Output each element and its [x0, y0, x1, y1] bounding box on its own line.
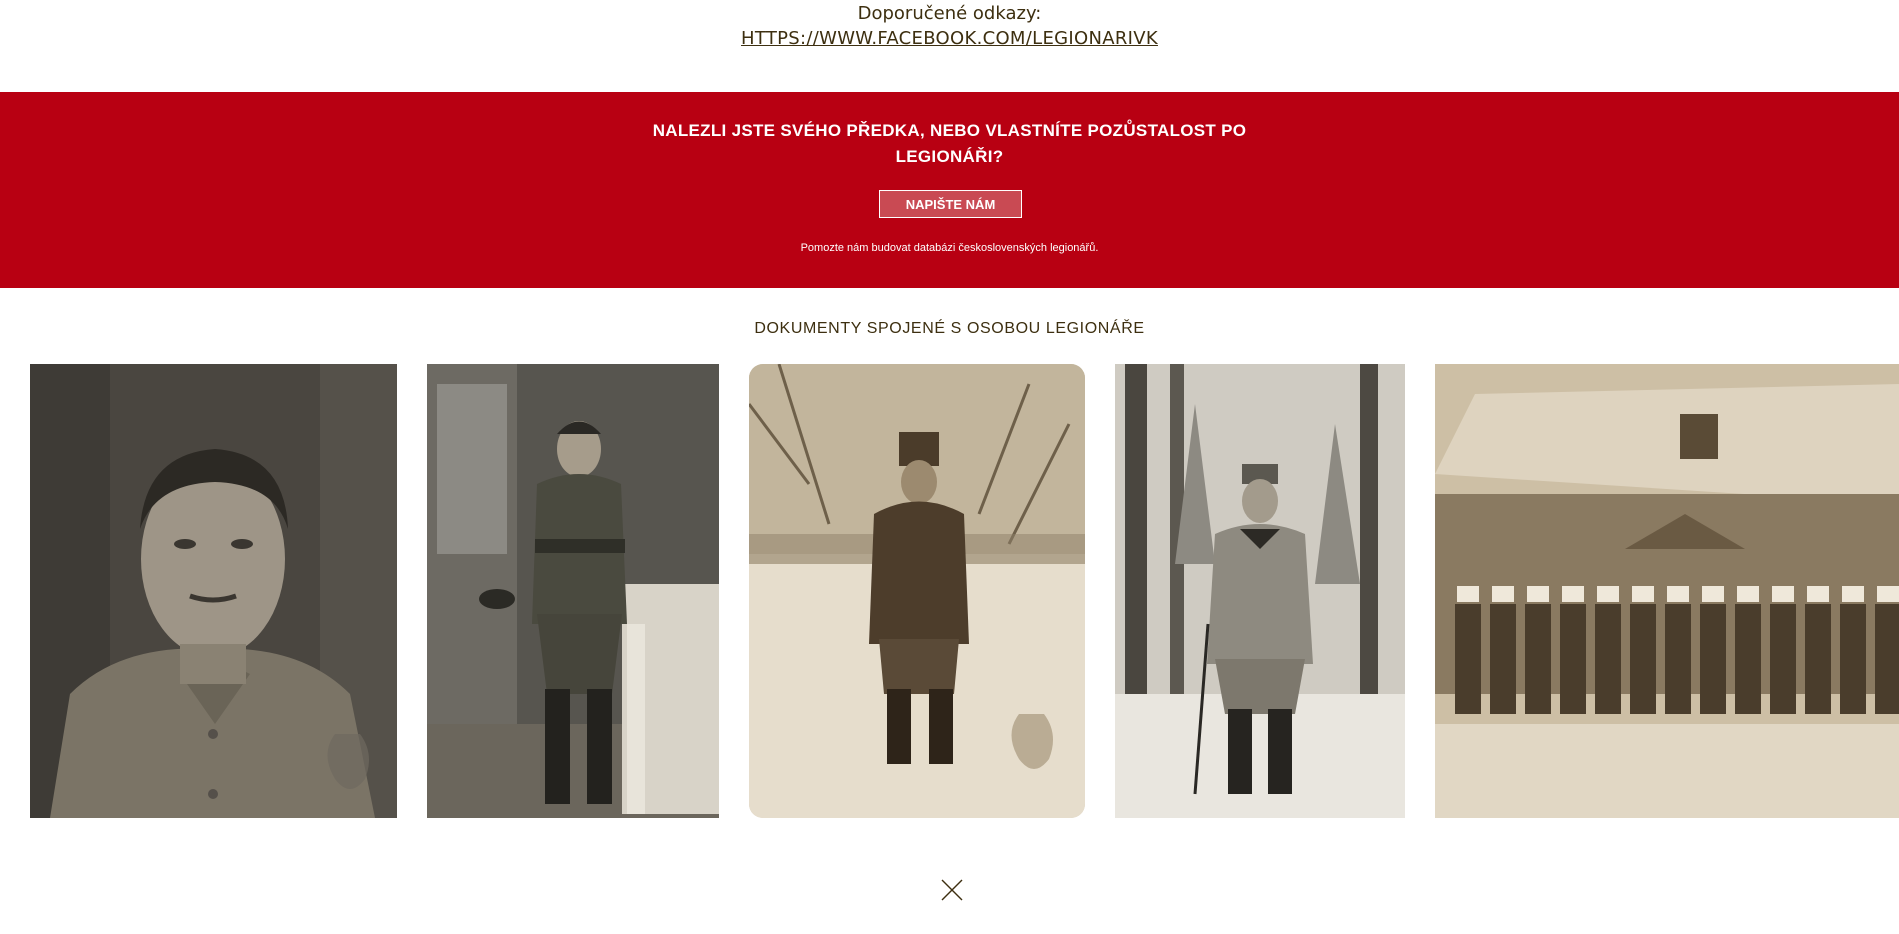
contact-banner — [0, 92, 1899, 288]
document-photo-standing-soldier[interactable] — [427, 364, 719, 818]
close-icon[interactable] — [938, 876, 966, 904]
banner-title — [0, 118, 1899, 170]
photo-portrait-image — [30, 364, 397, 818]
document-photo-soldier-in-snow[interactable] — [749, 364, 1085, 818]
documents-heading: DOKUMENTY SPOJENÉ S OSOBOU LEGIONÁŘE — [754, 320, 1145, 337]
document-photo-group[interactable] — [1435, 364, 1899, 818]
banner-note: Pomozte nám budovat databázi československých legionářů. — [800, 242, 1099, 254]
photo-soldier-in-forest-image — [1115, 364, 1405, 818]
document-photo-portrait[interactable] — [30, 364, 397, 818]
facebook-link[interactable]: HTTPS://WWW.FACEBOOK.COM/LEGIONARIVK — [741, 28, 1158, 49]
photo-soldier-in-snow-image — [749, 364, 1085, 818]
photo-standing-soldier-image — [427, 364, 719, 818]
banner-title-line1: NALEZLI JSTE SVÉHO PŘEDKA, NEBO VLASTNÍTE POZŮSTALOST PO — [652, 121, 1247, 140]
write-us-button[interactable]: NAPIŠTE NÁM — [879, 190, 1022, 218]
recommended-links-title: Doporučené odkazy: — [857, 3, 1042, 24]
banner-title-line2: LEGIONÁŘI? — [895, 147, 1004, 166]
document-photo-soldier-in-forest[interactable] — [1115, 364, 1405, 818]
photo-group-image — [1435, 364, 1899, 818]
recommended-links — [0, 0, 1899, 92]
